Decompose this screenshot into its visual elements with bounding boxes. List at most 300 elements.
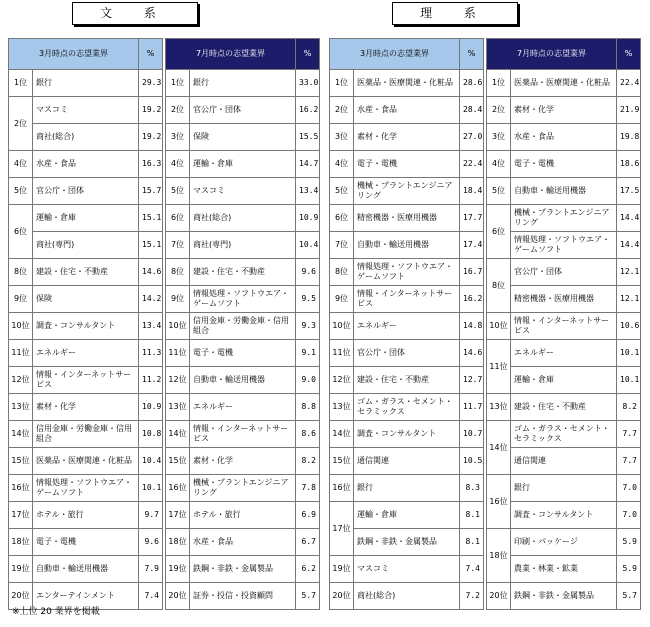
rank-cell: 1位 [330,70,354,97]
table-row [330,556,484,583]
rank-cell: 14位 [330,421,354,448]
rank-cell: 12位 [166,367,190,394]
industry-name: エネルギー [33,340,139,367]
rank-cell: 12位 [330,367,354,394]
table-row [9,178,163,205]
percent-value: 9.7 [139,502,163,529]
rank-cell: 5位 [166,178,190,205]
table-row [487,502,641,529]
table-row [166,529,320,556]
industry-name: 自動車・輸送用機器 [33,556,139,583]
bunkei-july-table [165,38,320,610]
rank-cell: 2位 [166,97,190,124]
percent-value: 15.7 [139,178,163,205]
table-row [9,367,163,394]
rank-cell: 15位 [330,448,354,475]
table-row [9,70,163,97]
percent-value: 27.0 [460,124,484,151]
table-row [487,529,641,556]
rank-cell: 17位 [9,502,33,529]
industry-name: 自動車・輸送用機器 [354,232,460,259]
table-row [166,421,320,448]
header-percent: % [296,39,320,70]
percent-value: 10.5 [460,448,484,475]
header-title: 7月時点の志望業界 [487,39,617,70]
table-row [330,232,484,259]
industry-name: 鉄鋼・非鉄・金属製品 [354,529,460,556]
header-percent: % [460,39,484,70]
rank-cell: 19位 [330,556,354,583]
header-title: 3月時点の志望業界 [330,39,460,70]
table-row [487,367,641,394]
percent-value: 6.7 [296,529,320,556]
table-row [166,178,320,205]
percent-value: 7.7 [617,448,641,475]
percent-value: 16.2 [460,286,484,313]
table-row [9,259,163,286]
percent-value: 17.7 [460,205,484,232]
percent-value: 9.0 [296,367,320,394]
rank-cell: 18位 [9,529,33,556]
rank-cell: 19位 [166,556,190,583]
percent-value: 10.9 [139,394,163,421]
percent-value: 15.1 [139,232,163,259]
percent-value: 12.7 [460,367,484,394]
industry-name: 保険 [33,286,139,313]
percent-value: 22.4 [617,70,641,97]
table-row [487,286,641,313]
industry-name: 商社(専門) [190,232,296,259]
industry-name: 情報・インターネットサービス [354,286,460,313]
percent-value: 19.2 [139,97,163,124]
percent-value: 14.4 [617,205,641,232]
industry-name: 建設・住宅・不動産 [511,394,617,421]
percent-value: 7.0 [617,475,641,502]
percent-value: 13.4 [296,178,320,205]
percent-value: 5.7 [296,583,320,610]
industry-name: 医薬品・医療関連・化粧品 [33,448,139,475]
industry-name: 水産・食品 [33,151,139,178]
table-row [330,97,484,124]
industry-name: 調査・コンサルタント [33,313,139,340]
percent-value: 15.1 [139,205,163,232]
industry-name: 商社(総合) [190,205,296,232]
percent-value: 10.7 [460,421,484,448]
table-row [487,259,641,286]
rank-cell: 9位 [9,286,33,313]
rank-cell: 15位 [9,448,33,475]
industry-name: 水産・食品 [190,529,296,556]
percent-value: 22.4 [460,151,484,178]
header-row [166,39,320,70]
percent-value: 11.3 [139,340,163,367]
table-row [487,205,641,232]
industry-name: 自動車・輸送用機器 [190,367,296,394]
industry-name: 電子・電機 [354,151,460,178]
table-row [330,151,484,178]
bunkei-title: 文 系 [72,2,198,25]
rank-cell: 11位 [330,340,354,367]
table-row [166,151,320,178]
table-row [487,124,641,151]
percent-value: 18.4 [460,178,484,205]
table-row [166,475,320,502]
industry-name: 情報処理・ソフトウエア・ゲームソフト [511,232,617,259]
percent-value: 14.4 [617,232,641,259]
industry-name: 電子・電機 [33,529,139,556]
table-row [330,205,484,232]
table-row [9,394,163,421]
table-row [166,394,320,421]
table-row [9,340,163,367]
industry-name: 官公庁・団体 [33,178,139,205]
industry-name: 運輸・倉庫 [511,367,617,394]
percent-value: 5.7 [617,583,641,610]
rank-cell: 20位 [166,583,190,610]
table-row [330,583,484,610]
industry-name: 素材・化学 [33,394,139,421]
table-row [9,313,163,340]
industry-name: 情報処理・ソフトウエア・ゲームソフト [33,475,139,502]
industry-name: 運輸・倉庫 [354,502,460,529]
rikei-title: 理 系 [392,2,518,25]
table-row [330,124,484,151]
industry-name: 情報処理・ソフトウエア・ゲームソフト [190,286,296,313]
industry-name: 情報処理・ソフトウエア・ゲームソフト [354,259,460,286]
industry-name: 素材・化学 [190,448,296,475]
table-row [330,502,484,529]
industry-name: ゴム・ガラス・セメント・セラミックス [511,421,617,448]
industry-name: 農業・林業・鉱業 [511,556,617,583]
industry-name: 情報・インターネットサービス [511,313,617,340]
rank-cell: 20位 [9,583,33,610]
rank-cell: 16位 [166,475,190,502]
industry-name: 信用金庫・労働金庫・信用組合 [190,313,296,340]
rank-cell: 2位 [330,97,354,124]
rank-cell: 3位 [330,124,354,151]
rank-cell: 10位 [487,313,511,340]
industry-name: エネルギー [354,313,460,340]
table-row [166,232,320,259]
table-row [166,124,320,151]
industry-name: 鉄鋼・非鉄・金属製品 [511,583,617,610]
header-row [487,39,641,70]
rank-cell: 13位 [487,394,511,421]
table-row [166,286,320,313]
table-row [330,286,484,313]
table-row [166,340,320,367]
industry-name: 官公庁・団体 [190,97,296,124]
header-title: 3月時点の志望業界 [9,39,139,70]
percent-value: 12.1 [617,259,641,286]
rank-cell: 2位 [487,97,511,124]
industry-name: ゴム・ガラス・セメント・セラミックス [354,394,460,421]
industry-name: エネルギー [190,394,296,421]
rank-cell: 16位 [9,475,33,502]
bunkei-march-table [8,38,163,610]
table-row [330,529,484,556]
industry-name: 自動車・輸送用機器 [511,178,617,205]
table-row [166,502,320,529]
rank-cell: 17位 [330,502,354,556]
industry-name: 建設・住宅・不動産 [354,367,460,394]
percent-value: 7.8 [296,475,320,502]
industry-name: 機械・プラントエンジニアリング [354,178,460,205]
table-row [330,475,484,502]
table-row [166,313,320,340]
table-row [487,421,641,448]
rank-cell: 14位 [166,421,190,448]
industry-name: 調査・コンサルタント [354,421,460,448]
percent-value: 7.0 [617,502,641,529]
table-row [330,259,484,286]
rank-cell: 6位 [487,205,511,259]
industry-name: ホテル・旅行 [33,502,139,529]
table-row [330,178,484,205]
table-row [9,124,163,151]
percent-value: 5.9 [617,556,641,583]
header-percent: % [139,39,163,70]
percent-value: 33.0 [296,70,320,97]
percent-value: 15.5 [296,124,320,151]
table-row [330,367,484,394]
percent-value: 14.8 [460,313,484,340]
percent-value: 8.6 [296,421,320,448]
industry-name: 銀行 [33,70,139,97]
rank-cell: 12位 [9,367,33,394]
rank-cell: 1位 [9,70,33,97]
rank-cell: 3位 [166,124,190,151]
percent-value: 29.3 [139,70,163,97]
industry-name: 素材・化学 [354,124,460,151]
rank-cell: 9位 [330,286,354,313]
rank-cell: 17位 [166,502,190,529]
rank-cell: 16位 [487,475,511,529]
rank-cell: 7位 [166,232,190,259]
percent-value: 8.2 [296,448,320,475]
rank-cell: 6位 [330,205,354,232]
table-row [166,448,320,475]
rank-cell: 5位 [487,178,511,205]
table-row [487,340,641,367]
industry-name: 通信関連 [354,448,460,475]
table-row [487,178,641,205]
rank-cell: 18位 [487,529,511,583]
rank-cell: 9位 [166,286,190,313]
rank-cell: 8位 [330,259,354,286]
percent-value: 7.7 [617,421,641,448]
table-row [166,70,320,97]
percent-value: 6.9 [296,502,320,529]
rank-cell: 5位 [330,178,354,205]
percent-value: 9.6 [139,529,163,556]
rank-cell: 14位 [487,421,511,475]
rank-cell: 2位 [9,97,33,151]
rank-cell: 6位 [9,205,33,259]
table-row [166,367,320,394]
percent-value: 14.6 [460,340,484,367]
industry-name: エネルギー [511,340,617,367]
percent-value: 5.9 [617,529,641,556]
percent-value: 8.2 [617,394,641,421]
percent-value: 8.8 [296,394,320,421]
rank-cell: 10位 [330,313,354,340]
rank-cell: 20位 [487,583,511,610]
table-row [330,394,484,421]
industry-name: 証券・投信・投資顧問 [190,583,296,610]
percent-value: 7.9 [139,556,163,583]
industry-name: 印刷・パッケージ [511,529,617,556]
rank-cell: 11位 [9,340,33,367]
table-row [330,448,484,475]
rank-cell: 4位 [487,151,511,178]
table-row [487,151,641,178]
percent-value: 19.2 [139,124,163,151]
percent-value: 16.7 [460,259,484,286]
percent-value: 6.2 [296,556,320,583]
percent-value: 19.8 [617,124,641,151]
rank-cell: 11位 [166,340,190,367]
percent-value: 28.6 [460,70,484,97]
industry-name: 官公庁・団体 [354,340,460,367]
rank-cell: 3位 [487,124,511,151]
table-row [166,97,320,124]
rank-cell: 4位 [166,151,190,178]
table-row [9,475,163,502]
industry-name: 精密機器・医療用機器 [511,286,617,313]
industry-name: 銀行 [511,475,617,502]
industry-name: 調査・コンサルタント [511,502,617,529]
percent-value: 9.5 [296,286,320,313]
industry-name: 信用金庫・労働金庫・信用組合 [33,421,139,448]
industry-name: 銀行 [190,70,296,97]
percent-value: 12.1 [617,286,641,313]
industry-name: 医薬品・医療関連・化粧品 [511,70,617,97]
industry-name: 情報・インターネットサービス [190,421,296,448]
rank-cell: 13位 [330,394,354,421]
industry-name: 建設・住宅・不動産 [33,259,139,286]
industry-name: 建設・住宅・不動産 [190,259,296,286]
percent-value: 10.4 [139,448,163,475]
table-row [487,556,641,583]
table-row [9,97,163,124]
percent-value: 10.1 [139,475,163,502]
rank-cell: 14位 [9,421,33,448]
rank-cell: 10位 [166,313,190,340]
industry-name: 水産・食品 [354,97,460,124]
rank-cell: 16位 [330,475,354,502]
rank-cell: 10位 [9,313,33,340]
rank-cell: 5位 [9,178,33,205]
percent-value: 14.6 [139,259,163,286]
industry-name: 精密機器・医療用機器 [354,205,460,232]
percent-value: 8.3 [460,475,484,502]
industry-name: ホテル・旅行 [190,502,296,529]
percent-value: 10.4 [296,232,320,259]
rank-cell: 4位 [330,151,354,178]
percent-value: 8.1 [460,529,484,556]
table-row [487,97,641,124]
percent-value: 11.7 [460,394,484,421]
rikei-july-table [486,38,641,610]
table-row [166,556,320,583]
industry-name: 商社(総合) [33,124,139,151]
industry-name: 機械・プラントエンジニアリング [190,475,296,502]
percent-value: 21.9 [617,97,641,124]
rank-cell: 4位 [9,151,33,178]
percent-value: 9.1 [296,340,320,367]
header-row [330,39,484,70]
industry-name: 通信関連 [511,448,617,475]
rank-cell: 8位 [9,259,33,286]
industry-name: 運輸・倉庫 [190,151,296,178]
industry-name: 銀行 [354,475,460,502]
table-row [166,205,320,232]
rank-cell: 1位 [166,70,190,97]
rank-cell: 7位 [330,232,354,259]
rank-cell: 6位 [166,205,190,232]
table-row [487,448,641,475]
table-row [9,151,163,178]
industry-name: 素材・化学 [511,97,617,124]
industry-name: マスコミ [33,97,139,124]
industry-name: 商社(総合) [354,583,460,610]
industry-name: 情報・インターネットサービス [33,367,139,394]
table-row [330,421,484,448]
percent-value: 17.5 [617,178,641,205]
rank-cell: 13位 [166,394,190,421]
table-row [330,313,484,340]
rank-cell: 18位 [166,529,190,556]
rank-cell: 8位 [166,259,190,286]
table-row [487,70,641,97]
rank-cell: 20位 [330,583,354,610]
table-row [9,529,163,556]
percent-value: 28.4 [460,97,484,124]
percent-value: 14.2 [139,286,163,313]
footnote: ※上位 20 業界を掲載 [12,607,100,617]
industry-name: 機械・プラントエンジニアリング [511,205,617,232]
percent-value: 11.2 [139,367,163,394]
table-row [487,313,641,340]
percent-value: 10.8 [139,421,163,448]
rank-cell: 8位 [487,259,511,313]
header-title: 7月時点の志望業界 [166,39,296,70]
industry-name: 水産・食品 [511,124,617,151]
table-row [9,502,163,529]
table-row [9,205,163,232]
percent-value: 10.1 [617,340,641,367]
table-row [487,475,641,502]
percent-value: 16.2 [296,97,320,124]
percent-value: 16.3 [139,151,163,178]
percent-value: 14.7 [296,151,320,178]
table-row [330,70,484,97]
table-row [166,259,320,286]
percent-value: 18.6 [617,151,641,178]
industry-name: 保険 [190,124,296,151]
percent-value: 7.4 [139,583,163,610]
table-row [9,448,163,475]
industry-name: 電子・電機 [511,151,617,178]
percent-value: 8.1 [460,502,484,529]
industry-name: マスコミ [354,556,460,583]
percent-value: 9.6 [296,259,320,286]
header-row [9,39,163,70]
rank-cell: 1位 [487,70,511,97]
percent-value: 7.2 [460,583,484,610]
industry-name: 電子・電機 [190,340,296,367]
